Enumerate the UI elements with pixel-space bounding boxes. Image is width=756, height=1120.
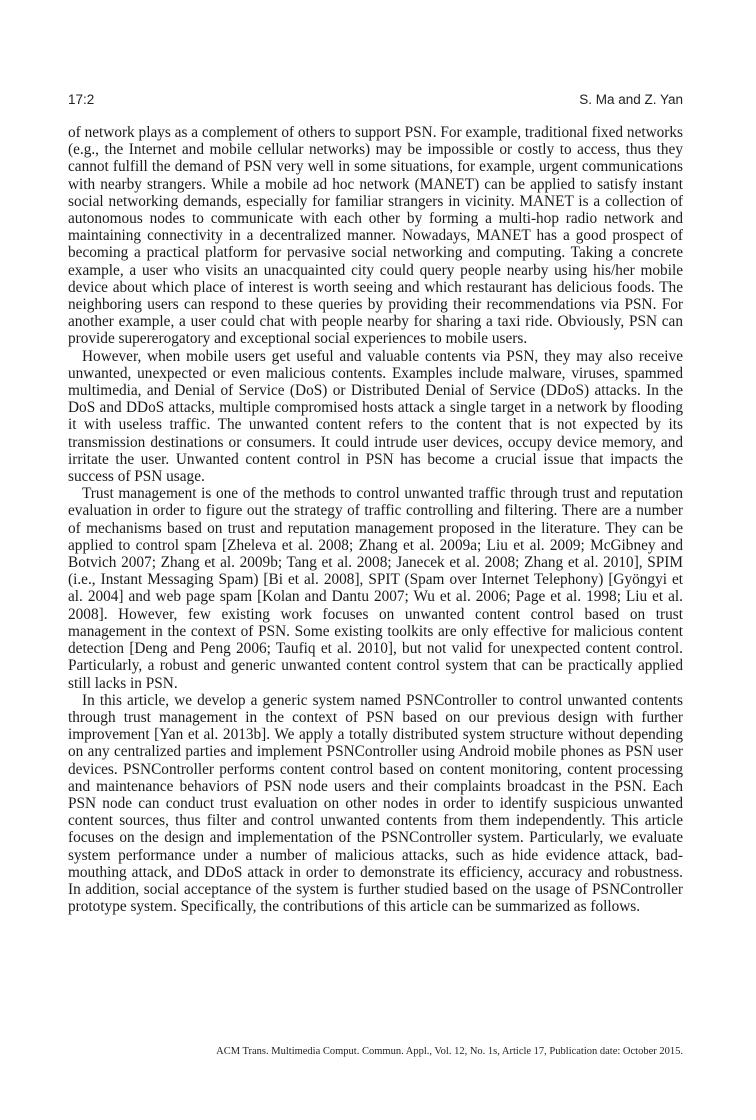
paragraph-trust-management: Trust management is one of the methods to control unwanted traffic through trust and reputation evaluation in order to figure out the strategy of traffic controlling and filtering. There are a number of mechanisms based on trust and reputation management proposed in the literature. They can be applied to control spam [Zheleva et al. 2008; Zhang et al. 2009a; Liu et al. 2009; McGibney and Botvich 2007; Zhang et al. 2009b; Tang et al. 2008; Janecek et al. 2008; Zhang et al. 2010], SPIM (i.e., Instant Messaging Spam) [Bi et al. 2008], SPIT (Spam over Internet Telephony) [Gyöngyi et al. 2004] and web page spam [Kolan and Dantu 2007; Wu et al. 2006; Page et al. 1998; Liu et al. 2008]. However, few existing work focuses on unwanted content control based on trust management in the context of PSN. Some existing toolkits are only effective for malicious content detection [Deng and Peng 2006; Taufiq et al. 2010], but not valid for unexpected content control. Particularly, a robust and generic unwanted content control system that can be practically applied still lacks in PSN. xyxy=(68,485,683,692)
author-names: S. Ma and Z. Yan xyxy=(579,92,683,107)
paragraph-unwanted-content: However, when mobile users get useful and valuable contents via PSN, they may also receive unwanted, unexpected or even malicious contents. Examples include malware, viruses, spammed multimedia, and Denial of Service (DoS) or Distributed Denial of Service (DDoS) attacks. In the DoS and DDoS attacks, multiple compromised hosts attack a single target in a network by flooding it with useless traffic. The unwanted content refers to the content that is not expected by its transmission destinations or consumers. It could intrude user devices, occupy device memory, and irritate the user. Unwanted content control in PSN has become a crucial issue that impacts the success of PSN usage. xyxy=(68,347,683,486)
running-header xyxy=(68,92,683,112)
page-number: 17:2 xyxy=(68,92,95,107)
journal-footer: ACM Trans. Multimedia Comput. Commun. Appl., Vol. 12, No. 1s, Article 17, Publication date: October 2015. xyxy=(216,1046,683,1057)
body-text xyxy=(68,124,683,915)
paragraph-continued: of network plays as a complement of others to support PSN. For example, traditional fixed networks (e.g., the Internet and mobile cellular networks) may be impossible or costly to access, thus they cannot fulfill the demand of PSN very well in some situations, for example, urgent communications with nearby strangers. While a mobile ad hoc network (MANET) can be applied to satisfy instant social networking demands, especially for familiar strangers in vicinity. MANET is a collection of autonomous nodes to communicate with each other by forming a multi-hop radio network and maintaining connectivity in a decentralized manner. Nowadays, MANET has a good prospect of becoming a practical platform for pervasive social networking and computing. Taking a concrete example, a user who visits an unacquainted city could query people nearby using his/her mobile device about which place of interest is worth seeing and which restaurant has delicious foods. The neighboring users can respond to these queries by providing their recommendations via PSN. For another example, a user could chat with people nearby for sharing a taxi ride. Obviously, PSN can provide supererogatory and exceptional social experiences to mobile users. xyxy=(68,124,683,348)
paragraph-this-article: In this article, we develop a generic system named PSNController to control unwanted contents through trust management in the context of PSN based on our previous design with further improvement [Yan et al. 2013b]. We apply a totally distributed system structure without depending on any centralized parties and implement PSNController using Android mobile phones as PSN user devices. PSNController performs content control based on content monitoring, content processing and maintenance behaviors of PSN node users and their complaints broadcast in the PSN. Each PSN node can conduct trust evaluation on other nodes in order to identify suspicious unwanted content sources, thus filter and control unwanted contents from them independently. This article focuses on the design and implementation of the PSNController system. Particularly, we evaluate system performance under a number of malicious attacks, such as hide evidence attack, bad-mouthing attack, and DDoS attack in order to demonstrate its efficiency, accuracy and robustness. In addition, social acceptance of the system is further studied based on the usage of PSNController prototype system. Specifically, the contributions of this article can be summarized as follows. xyxy=(68,691,683,916)
